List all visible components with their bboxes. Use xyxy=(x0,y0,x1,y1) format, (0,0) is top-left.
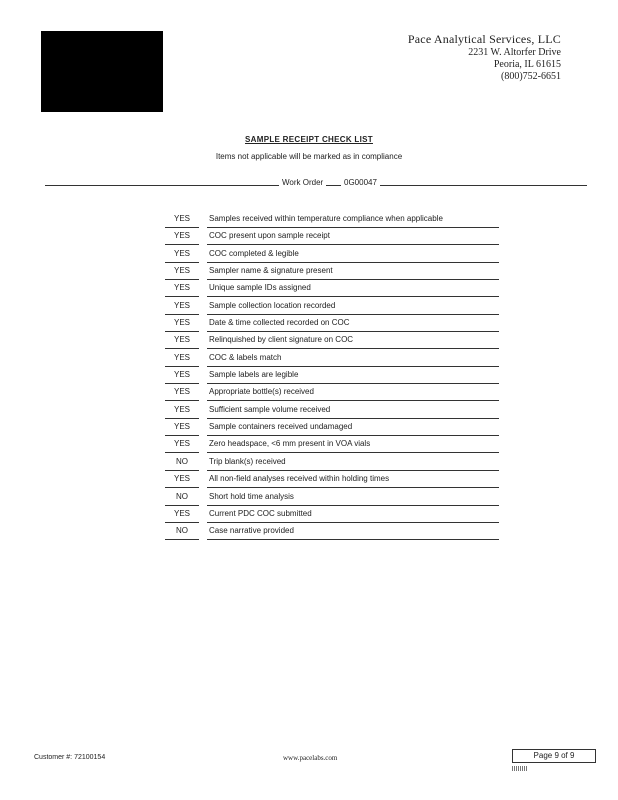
checklist-row xyxy=(165,402,499,419)
company-header xyxy=(408,32,561,83)
checklist-answer: YES xyxy=(165,231,199,245)
checklist-item: Case narrative provided xyxy=(207,526,499,540)
checklist-row xyxy=(165,367,499,384)
checklist-answer: YES xyxy=(165,301,199,315)
barcode-mark xyxy=(512,766,528,771)
checklist-item: Sufficient sample volume received xyxy=(207,405,499,419)
checklist-answer: YES xyxy=(165,474,199,488)
checklist-item: Date & time collected recorded on COC xyxy=(207,318,499,332)
company-address-street: 2231 W. Altorfer Drive xyxy=(468,47,561,58)
checklist-answer: YES xyxy=(165,318,199,332)
checklist-item: Appropriate bottle(s) received xyxy=(207,387,499,401)
checklist-row xyxy=(165,489,499,506)
company-address-city: Peoria, IL 61615 xyxy=(493,59,561,70)
work-order-label: Work Order xyxy=(279,178,326,187)
checklist-row xyxy=(165,298,499,315)
checklist-row xyxy=(165,246,499,263)
checklist-row xyxy=(165,471,499,488)
receipt-checklist xyxy=(165,211,499,541)
checklist-item: Zero headspace, <6 mm present in VOA vials xyxy=(207,439,499,453)
checklist-row xyxy=(165,228,499,245)
customer-number: Customer #: 72100154 xyxy=(34,754,106,761)
checklist-answer: YES xyxy=(165,439,199,453)
checklist-answer: YES xyxy=(165,335,199,349)
page-title: SAMPLE RECEIPT CHECK LIST xyxy=(245,135,373,144)
company-logo xyxy=(41,31,163,112)
checklist-answer: YES xyxy=(165,283,199,297)
checklist-item: All non-field analyses received within holding times xyxy=(207,474,499,488)
company-phone: (800)752-6651 xyxy=(501,71,561,82)
checklist-item: COC present upon sample receipt xyxy=(207,231,499,245)
checklist-item: COC completed & legible xyxy=(207,249,499,263)
checklist-item: Unique sample IDs assigned xyxy=(207,283,499,297)
checklist-row xyxy=(165,506,499,523)
checklist-item: Current PDC COC submitted xyxy=(207,509,499,523)
checklist-item: Sample collection location recorded xyxy=(207,301,499,315)
company-name: Pace Analytical Services, LLC xyxy=(407,32,561,46)
checklist-row xyxy=(165,384,499,401)
checklist-answer: YES xyxy=(165,422,199,436)
website-link[interactable]: www.pacelabs.com xyxy=(283,754,338,762)
checklist-answer: YES xyxy=(165,249,199,263)
checklist-row xyxy=(165,263,499,280)
checklist-row xyxy=(165,315,499,332)
checklist-answer: YES xyxy=(165,370,199,384)
checklist-answer: NO xyxy=(165,457,199,471)
checklist-answer: YES xyxy=(165,509,199,523)
checklist-row xyxy=(165,350,499,367)
checklist-answer: NO xyxy=(165,492,199,506)
checklist-answer: YES xyxy=(165,387,199,401)
checklist-item: Samples received within temperature compliance when applicable xyxy=(207,214,499,228)
checklist-item: Relinquished by client signature on COC xyxy=(207,335,499,349)
checklist-row xyxy=(165,454,499,471)
work-order-value: 0G00047 xyxy=(341,178,380,187)
checklist-row xyxy=(165,436,499,453)
page-subtitle: Items not applicable will be marked as in compliance xyxy=(215,152,403,161)
checklist-answer: YES xyxy=(165,214,199,228)
checklist-row xyxy=(165,280,499,297)
checklist-answer: NO xyxy=(165,526,199,540)
checklist-item: Short hold time analysis xyxy=(207,492,499,506)
checklist-row xyxy=(165,332,499,349)
checklist-answer: YES xyxy=(165,266,199,280)
checklist-row xyxy=(165,419,499,436)
checklist-item: Sampler name & signature present xyxy=(207,266,499,280)
checklist-answer: YES xyxy=(165,353,199,367)
page-indicator: Page 9 of 9 xyxy=(512,749,596,763)
checklist-item: Sample labels are legible xyxy=(207,370,499,384)
checklist-item: Trip blank(s) received xyxy=(207,457,499,471)
checklist-item: Sample containers received undamaged xyxy=(207,422,499,436)
checklist-answer: YES xyxy=(165,405,199,419)
checklist-item: COC & labels match xyxy=(207,353,499,367)
checklist-row xyxy=(165,523,499,540)
checklist-row xyxy=(165,211,499,228)
